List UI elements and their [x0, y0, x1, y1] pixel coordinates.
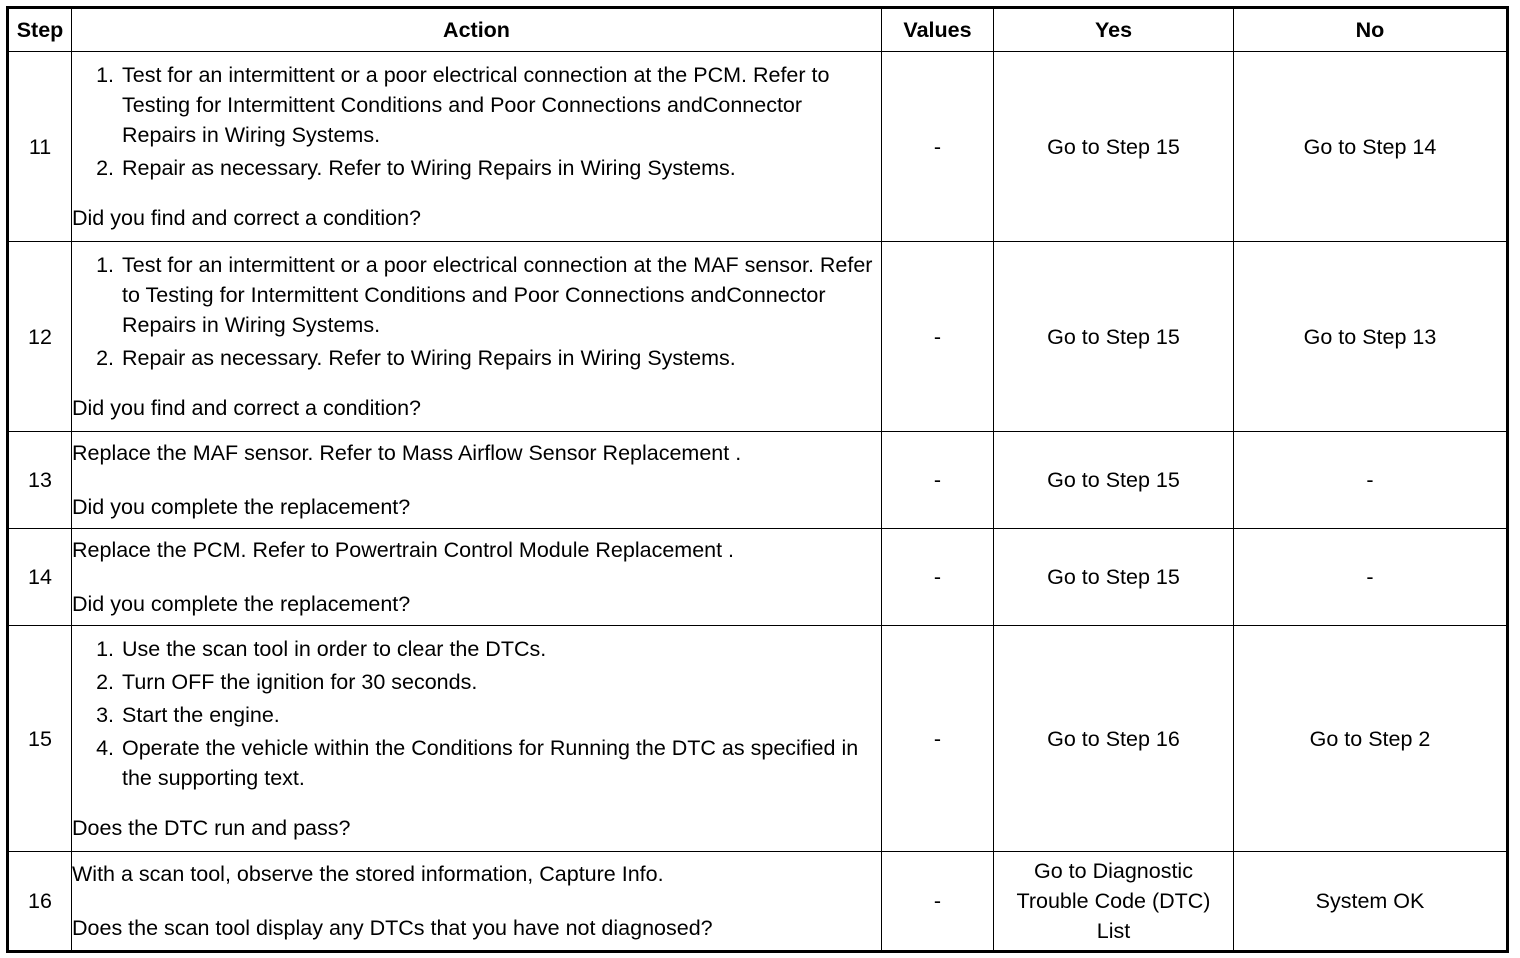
yes-cell: Go to Step 15	[994, 242, 1234, 432]
list-item: 1. Use the scan tool in order to clear the DTCs.	[120, 634, 881, 664]
table-row	[8, 52, 1508, 242]
action-steps-list	[72, 60, 881, 183]
table-row	[8, 626, 1508, 852]
list-item: 3. Start the engine.	[120, 700, 881, 730]
no-cell: Go to Step 13	[1234, 242, 1508, 432]
action-cell	[72, 626, 882, 852]
table-row	[8, 432, 1508, 529]
list-item: 2. Turn OFF the ignition for 30 seconds.	[120, 667, 881, 697]
header-values: Values	[882, 8, 994, 52]
action-cell	[72, 52, 882, 242]
step-number: 12	[8, 242, 72, 432]
action-cell	[72, 529, 882, 626]
yes-cell: Go to Step 16	[994, 626, 1234, 852]
action-steps-list	[72, 250, 881, 373]
header-step: Step	[8, 8, 72, 52]
action-question: Does the DTC run and pass?	[72, 816, 351, 840]
list-item: 4. Operate the vehicle within the Conditions for Running the DTC as specified in the supporting text.	[120, 733, 881, 793]
no-cell: -	[1234, 529, 1508, 626]
step-number: 11	[8, 52, 72, 242]
table-row	[8, 529, 1508, 626]
list-item: 1. Test for an intermittent or a poor electrical connection at the PCM. Refer to Testing for Intermittent Conditions and Poor Connections andConnector Repairs in Wiring Systems.	[120, 60, 881, 150]
step-number: 14	[8, 529, 72, 626]
step-number: 13	[8, 432, 72, 529]
table-row	[8, 852, 1508, 952]
action-question: Did you find and correct a condition?	[72, 206, 421, 230]
no-cell: Go to Step 14	[1234, 52, 1508, 242]
yes-cell: Go to Step 15	[994, 529, 1234, 626]
action-question: Did you find and correct a condition?	[72, 396, 421, 420]
header-yes: Yes	[994, 8, 1234, 52]
action-cell	[72, 852, 882, 952]
no-cell: Go to Step 2	[1234, 626, 1508, 852]
action-question: Does the scan tool display any DTCs that you have not diagnosed?	[72, 916, 713, 940]
action-question: Did you complete the replacement?	[72, 495, 411, 519]
yes-cell: Go to Step 15	[994, 432, 1234, 529]
values-cell: -	[882, 432, 994, 529]
diagnostic-table	[6, 6, 1509, 953]
action-cell	[72, 432, 882, 529]
values-cell: -	[882, 242, 994, 432]
values-cell: -	[882, 626, 994, 852]
values-cell: -	[882, 529, 994, 626]
action-instruction: Replace the PCM. Refer to Powertrain Control Module Replacement .	[72, 538, 735, 562]
values-cell: -	[882, 52, 994, 242]
header-no: No	[1234, 8, 1508, 52]
yes-cell: Go to Step 15	[994, 52, 1234, 242]
header-action: Action	[72, 8, 882, 52]
no-cell: System OK	[1234, 852, 1508, 952]
step-number: 16	[8, 852, 72, 952]
action-instruction: With a scan tool, observe the stored information, Capture Info.	[72, 862, 664, 886]
action-steps-list	[72, 634, 881, 793]
table-row	[8, 242, 1508, 432]
yes-cell: Go to Diagnostic Trouble Code (DTC) List	[994, 852, 1234, 952]
step-number: 15	[8, 626, 72, 852]
no-cell: -	[1234, 432, 1508, 529]
action-instruction: Replace the MAF sensor. Refer to Mass Airflow Sensor Replacement .	[72, 441, 742, 465]
list-item: 2. Repair as necessary. Refer to Wiring Repairs in Wiring Systems.	[120, 153, 881, 183]
action-cell	[72, 242, 882, 432]
action-question: Did you complete the replacement?	[72, 592, 411, 616]
values-cell: -	[882, 852, 994, 952]
header-row	[8, 8, 1508, 52]
list-item: 2. Repair as necessary. Refer to Wiring Repairs in Wiring Systems.	[120, 343, 881, 373]
list-item: 1. Test for an intermittent or a poor electrical connection at the MAF sensor. Refer to Testing for Intermittent Conditions and Poor Connections andConnector Repairs in Wiring Systems.	[120, 250, 881, 340]
